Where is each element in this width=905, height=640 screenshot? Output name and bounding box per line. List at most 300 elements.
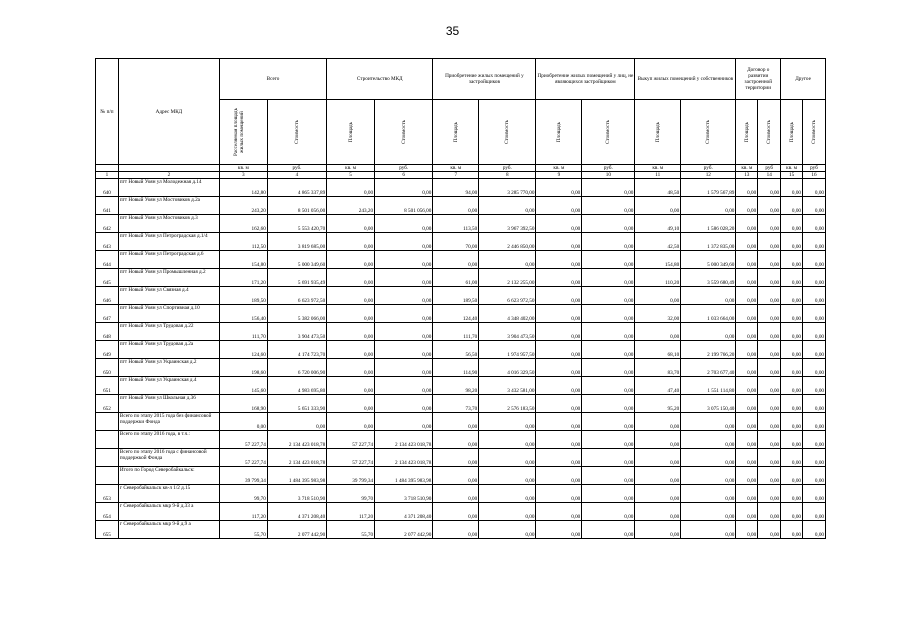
row-value: 0,00: [736, 251, 758, 269]
row-value: 6 623 972,50: [267, 287, 326, 305]
table-row: [96, 341, 826, 359]
row-value: 0,00: [758, 323, 781, 341]
row-value: 0,00: [582, 215, 635, 233]
row-value: 162,60: [219, 215, 267, 233]
row-value: 0,00: [803, 485, 826, 503]
row-value: 145,60: [219, 377, 267, 395]
row-value: 0,00: [803, 377, 826, 395]
row-value: 0,00: [681, 449, 736, 467]
row-value: 0,00: [736, 503, 758, 521]
row-value: 0,00: [681, 503, 736, 521]
row-value: 0,00: [781, 377, 803, 395]
row-value: 0,00: [635, 413, 681, 431]
row-value: 0,00: [781, 323, 803, 341]
unit-rub: руб.: [582, 165, 635, 172]
unit-sqm: кв. м: [635, 165, 681, 172]
row-value: 0,00: [736, 305, 758, 323]
row-address: пгт Новый Уоян ул Мостовиков д.3: [118, 215, 219, 233]
row-value: 3 904 473,50: [479, 323, 536, 341]
row-value: 0,00: [758, 521, 781, 539]
row-address: пгт Новый Уоян ул Молодежная д.14: [118, 179, 219, 197]
row-value: 0,00: [375, 413, 433, 431]
resettlement-table: [95, 58, 826, 539]
row-value: 0,00: [433, 503, 479, 521]
row-value: 0,00: [327, 215, 375, 233]
row-value: 0,00: [758, 485, 781, 503]
row-value: 42,50: [635, 233, 681, 251]
row-value: 61,00: [433, 269, 479, 287]
row-value: 0,00: [327, 359, 375, 377]
row-value: 2 703 677,40: [681, 359, 736, 377]
unit-rub: руб.: [479, 165, 536, 172]
header-sub-area: Площадь: [327, 100, 375, 165]
row-number: 641: [96, 197, 119, 215]
row-address: пгт Новый Уоян ул Петроградская д.1/4: [118, 233, 219, 251]
row-value: 0,00: [375, 215, 433, 233]
row-value: 0,00: [803, 341, 826, 359]
row-number: 654: [96, 503, 119, 521]
row-value: 0,00: [375, 269, 433, 287]
column-number: 1: [96, 172, 119, 179]
row-value: 5 382 066,00: [267, 305, 326, 323]
row-number: 653: [96, 485, 119, 503]
row-address: пгт Новый Уоян ул Украинская д.2: [118, 359, 219, 377]
row-number: 655: [96, 521, 119, 539]
row-value: 0,00: [582, 341, 635, 359]
row-value: 0,00: [536, 413, 582, 431]
row-value: 4 865 337,89: [267, 179, 326, 197]
header-sub-cost: Стоимость: [582, 100, 635, 165]
row-value: 3 904 473,50: [267, 323, 326, 341]
header-group-purchase-other: Приобретение жилых помещений у лиц, не являющихся застройщиком: [536, 59, 635, 100]
row-value: 0,00: [433, 467, 479, 485]
row-value: 0,00: [803, 521, 826, 539]
row-value: 0,00: [681, 413, 736, 431]
unit-rub: руб.: [681, 165, 736, 172]
row-value: 0,00: [758, 395, 781, 413]
row-value: 168,90: [219, 395, 267, 413]
column-number: 5: [327, 172, 375, 179]
column-number: 8: [479, 172, 536, 179]
row-value: 3 432 581,00: [479, 377, 536, 395]
row-value: 0,00: [479, 449, 536, 467]
header-col-no: № п/п: [96, 59, 119, 165]
row-value: 0,00: [758, 413, 781, 431]
table-row: [96, 413, 826, 431]
row-value: 0,00: [736, 215, 758, 233]
row-value: 47,40: [635, 377, 681, 395]
row-value: 0,00: [635, 521, 681, 539]
row-value: 0,00: [536, 287, 582, 305]
table-row: [96, 467, 826, 485]
row-value: 0,00: [582, 305, 635, 323]
row-value: 1 551 114,80: [681, 377, 736, 395]
table-row: [96, 323, 826, 341]
row-number: 647: [96, 305, 119, 323]
row-address: Всего по этапу 2015 года без финансовой поддержки Фонда: [118, 413, 219, 431]
row-value: 0,00: [582, 359, 635, 377]
row-value: 0,00: [375, 341, 433, 359]
row-value: 57 227,74: [219, 449, 267, 467]
row-value: 0,00: [327, 269, 375, 287]
row-number: 652: [96, 395, 119, 413]
row-value: 0,00: [536, 521, 582, 539]
row-value: 111,70: [433, 323, 479, 341]
row-value: 114,90: [433, 359, 479, 377]
row-value: 4 983 695,80: [267, 377, 326, 395]
row-number: 643: [96, 233, 119, 251]
row-value: 0,00: [433, 449, 479, 467]
row-value: 0,00: [479, 251, 536, 269]
row-number: [96, 413, 119, 431]
row-value: 0,00: [327, 323, 375, 341]
row-value: 0,00: [536, 305, 582, 323]
table-row: [96, 449, 826, 467]
row-value: 0,00: [536, 449, 582, 467]
row-value: 0,00: [736, 521, 758, 539]
row-address: пгт Новый Уоян ул Мостовиков д.2а: [118, 197, 219, 215]
row-value: 0,00: [479, 521, 536, 539]
row-value: 0,00: [781, 269, 803, 287]
table-row: [96, 503, 826, 521]
row-number: 651: [96, 377, 119, 395]
column-number: 2: [118, 172, 219, 179]
row-value: 5 651 333,90: [267, 395, 326, 413]
row-value: 0,00: [781, 251, 803, 269]
row-value: 0,00: [582, 395, 635, 413]
row-value: 0,00: [327, 395, 375, 413]
table-row: [96, 269, 826, 287]
row-value: 0,00: [758, 377, 781, 395]
row-value: 0,00: [433, 521, 479, 539]
row-value: 0,00: [781, 215, 803, 233]
row-number: [96, 467, 119, 485]
row-value: 0,00: [536, 485, 582, 503]
row-value: 156,40: [219, 305, 267, 323]
row-value: 0,00: [758, 197, 781, 215]
header-sub-area: Площадь: [736, 100, 758, 165]
row-value: 0,00: [582, 323, 635, 341]
row-value: 0,00: [781, 341, 803, 359]
row-number: 642: [96, 215, 119, 233]
row-value: 0,00: [635, 503, 681, 521]
header-sub-area: Площадь: [536, 100, 582, 165]
column-number: 6: [375, 172, 433, 179]
row-value: 0,00: [781, 197, 803, 215]
row-value: 49,10: [635, 215, 681, 233]
row-value: 0,00: [736, 287, 758, 305]
row-number: 650: [96, 359, 119, 377]
row-value: 171,20: [219, 269, 267, 287]
row-value: 0,00: [375, 395, 433, 413]
row-value: 0,00: [479, 197, 536, 215]
header-sub-total-area: Расселяемая площадь жилых помещений: [219, 100, 267, 165]
row-value: 0,00: [327, 341, 375, 359]
row-value: 2 134 423 018,78: [267, 449, 326, 467]
row-number: [96, 431, 119, 449]
row-value: 3 559 680,49: [681, 269, 736, 287]
row-value: 6 720 006,90: [267, 359, 326, 377]
units-row: [96, 165, 826, 172]
row-value: 0,00: [536, 359, 582, 377]
row-value: 0,00: [219, 413, 267, 431]
row-value: 0,00: [803, 233, 826, 251]
row-value: 1 033 664,00: [681, 305, 736, 323]
header-sub-area: Площадь: [781, 100, 803, 165]
row-value: 0,00: [758, 431, 781, 449]
header-group-buyout: Выкуп жилых помещений у собственников: [635, 59, 736, 100]
row-value: 3 718 510,90: [375, 485, 433, 503]
row-value: 0,00: [433, 197, 479, 215]
row-value: 48,50: [635, 179, 681, 197]
row-value: 0,00: [536, 503, 582, 521]
row-value: 4 371 208,40: [267, 503, 326, 521]
row-value: 0,00: [803, 449, 826, 467]
row-value: 99,70: [219, 485, 267, 503]
row-value: 0,00: [635, 287, 681, 305]
row-address: пгт Новый Уоян ул Украинская д.4: [118, 377, 219, 395]
row-address: Всего по этапу 2016 года, в т.ч.:: [118, 431, 219, 449]
column-number: 4: [267, 172, 326, 179]
row-value: 0,00: [582, 521, 635, 539]
row-value: 0,00: [736, 449, 758, 467]
row-value: 0,00: [781, 395, 803, 413]
row-value: 5 691 935,49: [267, 269, 326, 287]
row-value: 0,00: [681, 287, 736, 305]
row-value: 57 227,74: [219, 431, 267, 449]
column-number: 3: [219, 172, 267, 179]
row-value: 0,00: [327, 179, 375, 197]
row-value: 0,00: [375, 359, 433, 377]
row-value: 113,50: [433, 215, 479, 233]
row-value: 0,00: [736, 179, 758, 197]
row-number: 649: [96, 341, 119, 359]
table-row: [96, 431, 826, 449]
row-value: 0,00: [803, 215, 826, 233]
row-value: 5 000 349,60: [267, 251, 326, 269]
header-group-total: Всего: [219, 59, 326, 100]
row-value: 0,00: [781, 431, 803, 449]
row-value: 0,00: [635, 197, 681, 215]
column-number: 13: [736, 172, 758, 179]
row-value: 112,50: [219, 233, 267, 251]
unit-sqm: кв. м: [536, 165, 582, 172]
row-value: 0,00: [736, 395, 758, 413]
row-value: 0,00: [536, 179, 582, 197]
row-value: 142,80: [219, 179, 267, 197]
row-value: 0,00: [536, 377, 582, 395]
row-value: 1 974 957,50: [479, 341, 536, 359]
header-group-row: [96, 59, 826, 100]
row-address: пгт Новый Уоян ул Связная д.4: [118, 287, 219, 305]
row-value: 0,00: [803, 503, 826, 521]
header-sub-cost: Стоимость: [758, 100, 781, 165]
row-value: 0,00: [582, 287, 635, 305]
header-col-address: Адрес МКД: [118, 59, 219, 165]
row-value: 0,00: [536, 233, 582, 251]
page-number: 35: [445, 24, 460, 38]
row-value: 124,60: [219, 341, 267, 359]
table-row: [96, 287, 826, 305]
row-address: Всего по этапу 2016 года с финансовой поддержкой Фонда: [118, 449, 219, 467]
row-value: 94,00: [433, 179, 479, 197]
row-value: 0,00: [781, 413, 803, 431]
row-value: 0,00: [327, 251, 375, 269]
row-value: 0,00: [536, 215, 582, 233]
row-value: 0,00: [327, 287, 375, 305]
table-row: [96, 251, 826, 269]
header-group-purchase-developer: Приобретение жилых помещений у застройщиков: [433, 59, 536, 100]
row-value: 0,00: [327, 413, 375, 431]
row-value: 0,00: [781, 179, 803, 197]
row-value: 0,00: [681, 485, 736, 503]
header-sub-cost: Стоимость: [479, 100, 536, 165]
row-value: 0,00: [736, 197, 758, 215]
row-value: 0,00: [803, 269, 826, 287]
row-value: 4 016 329,50: [479, 359, 536, 377]
row-number: 645: [96, 269, 119, 287]
row-value: 0,00: [582, 413, 635, 431]
row-address: пгт Новый Уоян ул Трудовая д.22: [118, 323, 219, 341]
table-row: [96, 485, 826, 503]
row-value: 0,00: [803, 413, 826, 431]
row-value: 110,20: [635, 269, 681, 287]
row-value: 4 174 723,70: [267, 341, 326, 359]
row-value: 3 718 510,90: [267, 485, 326, 503]
row-value: 0,00: [758, 215, 781, 233]
row-address: пгт Новый Уоян ул Трудовая д.2а: [118, 341, 219, 359]
row-value: 0,00: [479, 503, 536, 521]
row-value: 0,00: [736, 323, 758, 341]
row-value: 0,00: [781, 233, 803, 251]
row-value: 68,10: [635, 341, 681, 359]
header-group-construction: Строительство МКД: [327, 59, 433, 100]
header-sub-cost: Стоимость: [375, 100, 433, 165]
row-value: 0,00: [582, 269, 635, 287]
row-number: 646: [96, 287, 119, 305]
row-value: 0,00: [635, 467, 681, 485]
row-value: 0,00: [781, 467, 803, 485]
column-number-row: [96, 172, 826, 179]
column-number: 10: [582, 172, 635, 179]
row-value: 4 348 402,00: [479, 305, 536, 323]
row-value: 0,00: [375, 323, 433, 341]
header-group-other: Другое: [781, 59, 826, 100]
unit-sqm: кв. м: [219, 165, 267, 172]
unit-sqm: кв. м: [781, 165, 803, 172]
row-address: пгт Новый Уоян ул Спортивная д.10: [118, 305, 219, 323]
row-address: пгт Новый Уоян ул Школьная д.36: [118, 395, 219, 413]
row-value: 95,20: [635, 395, 681, 413]
row-value: 0,00: [781, 503, 803, 521]
row-value: 0,00: [582, 485, 635, 503]
row-address: г Северобайкальск кв-л 1/2 д.15: [118, 485, 219, 503]
column-number: 7: [433, 172, 479, 179]
row-value: 0,00: [582, 449, 635, 467]
row-value: 0,00: [758, 305, 781, 323]
row-value: 56,50: [433, 341, 479, 359]
row-value: 0,00: [375, 251, 433, 269]
header-sub-cost: Стоимость: [681, 100, 736, 165]
row-value: 0,00: [736, 485, 758, 503]
row-value: 57 227,74: [327, 449, 375, 467]
row-value: 2 132 255,00: [479, 269, 536, 287]
row-number: 640: [96, 179, 119, 197]
row-value: 0,00: [635, 323, 681, 341]
table-row: [96, 233, 826, 251]
row-value: 0,00: [479, 485, 536, 503]
row-value: 0,00: [803, 359, 826, 377]
unit-sqm: кв. м: [433, 165, 479, 172]
row-value: 8 501 056,00: [375, 197, 433, 215]
row-value: 0,00: [582, 467, 635, 485]
row-value: 0,00: [736, 341, 758, 359]
table-row: [96, 359, 826, 377]
row-value: 0,00: [736, 431, 758, 449]
row-value: 0,00: [433, 251, 479, 269]
row-value: 0,00: [803, 197, 826, 215]
row-value: 0,00: [536, 431, 582, 449]
row-value: 0,00: [536, 467, 582, 485]
header-sub-cost: Стоимость: [803, 100, 826, 165]
row-value: 0,00: [582, 251, 635, 269]
row-value: 0,00: [681, 431, 736, 449]
row-value: 5 553 420,70: [267, 215, 326, 233]
row-value: 1 372 835,00: [681, 233, 736, 251]
row-value: 0,00: [375, 377, 433, 395]
row-address: пгт Новый Уоян ул Петроградская д.6: [118, 251, 219, 269]
row-value: 0,00: [803, 287, 826, 305]
unit-rub: руб: [803, 165, 826, 172]
row-value: 0,00: [433, 413, 479, 431]
row-value: 154,80: [219, 251, 267, 269]
row-value: 39 799,34: [219, 467, 267, 485]
row-value: 0,00: [736, 233, 758, 251]
row-value: 198,60: [219, 359, 267, 377]
row-value: 0,00: [758, 269, 781, 287]
row-value: 2 576 183,50: [479, 395, 536, 413]
row-value: 0,00: [327, 377, 375, 395]
row-value: 57 227,74: [327, 431, 375, 449]
row-value: 1 586 028,20: [681, 215, 736, 233]
row-value: 3 075 150,40: [681, 395, 736, 413]
row-value: 55,70: [327, 521, 375, 539]
row-value: 0,00: [375, 179, 433, 197]
row-value: 0,00: [758, 287, 781, 305]
row-value: 2 134 423 018,78: [375, 449, 433, 467]
row-value: 73,70: [433, 395, 479, 413]
row-value: 0,00: [681, 197, 736, 215]
row-value: 0,00: [736, 377, 758, 395]
row-value: 0,00: [781, 287, 803, 305]
row-value: 0,00: [582, 233, 635, 251]
row-value: 0,00: [781, 485, 803, 503]
row-value: 0,00: [681, 323, 736, 341]
row-value: 0,00: [758, 359, 781, 377]
row-value: 99,70: [327, 485, 375, 503]
row-value: 83,70: [635, 359, 681, 377]
unit-rub: руб.: [375, 165, 433, 172]
row-value: 117,20: [327, 503, 375, 521]
row-value: 0,00: [327, 233, 375, 251]
row-value: 0,00: [635, 485, 681, 503]
row-value: 0,00: [758, 179, 781, 197]
row-value: 0,00: [736, 359, 758, 377]
column-number: 15: [781, 172, 803, 179]
row-value: 0,00: [375, 233, 433, 251]
header-sub-cost: Стоимость: [267, 100, 326, 165]
table-row: [96, 179, 826, 197]
